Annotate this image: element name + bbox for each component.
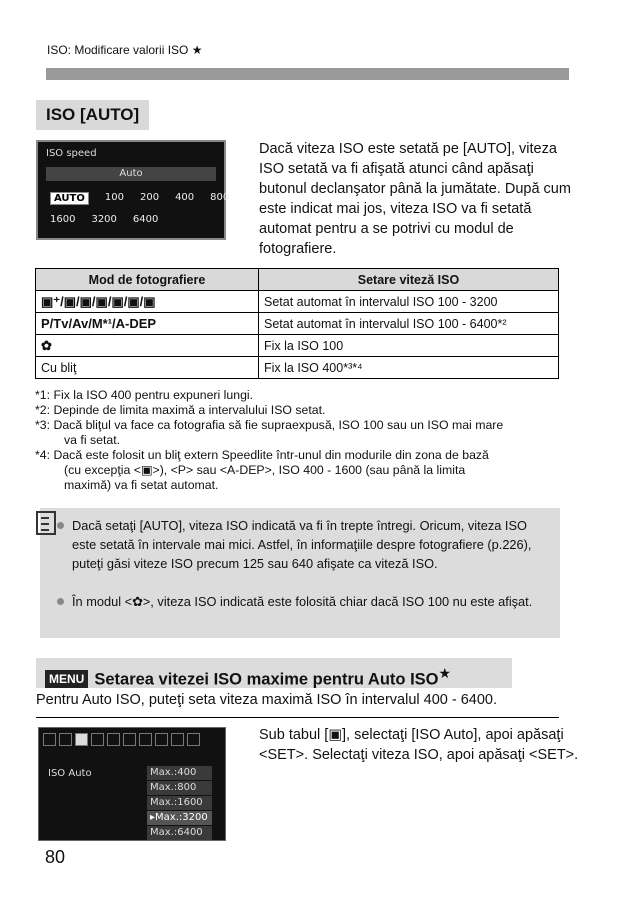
menu-tab-icon [75,733,88,746]
table-row [36,313,559,335]
lcd-iso-speed-screen [36,140,230,240]
mode-cell: ▣⁺/▣/▣/▣/▣/▣/▣ [36,291,259,313]
page-header-title: ISO: Modificare valorii ISO ★ [47,43,203,57]
table-header: Mod de fotografiere [36,269,259,291]
range-paragraph: Pentru Auto ISO, puteţi seta viteza maximă ISO în intervalul 400 - 6400. [36,692,498,708]
menu-tab-icon [155,733,168,746]
footnote-continuation: maximă) va fi setat automat. [64,478,219,492]
lcd-iso-option: 3200 [91,214,117,225]
mode-cell: P/Tv/Av/M*¹/A-DEP [36,313,259,335]
lcd-iso-option: AUTO [50,192,89,205]
menu-tab-icon [43,733,56,746]
menu-tab-icon [123,733,136,746]
lcd-caption: ISO speed [46,148,97,159]
menu-tab-icon [59,733,72,746]
lcd-max-option: Max.:6400 [147,826,212,840]
lcd-iso-option: 6400 [132,214,159,225]
lcd-iso-option: 800 [210,192,230,203]
menu-tab-icon [187,733,200,746]
footnotes [35,388,595,493]
section-heading-max-iso [36,658,512,688]
note-text: În modul <✿>, viteza ISO indicată este folosită chiar dacă ISO 100 nu este afişat. [72,594,533,609]
lcd-menu-label: ISO Auto [48,768,92,779]
lcd-iso-option: 1600 [50,214,76,225]
lcd-max-option: Max.:800 [147,781,212,795]
bullet-icon [57,598,64,605]
step-instructions: Sub tabul [▣], selectaţi [ISO Auto], apoi apăsaţi <SET>. Selectaţi viteza ISO, apoi apăsaţi <SET>. [259,727,579,763]
menu-tab-icon [139,733,152,746]
divider [36,717,559,718]
setting-cell: Fix la ISO 100 [259,335,559,357]
setting-cell: Setat automat în intervalul ISO 100 - 3200 [259,291,559,313]
menu-icon: MENU [45,670,88,688]
footnote: *4: Dacă este folosit un bliţ extern Speedlite într-unul din modurile din zona de bază [35,448,489,462]
section-heading-text: Setarea vitezei ISO maxime pentru Auto ISO [94,670,439,689]
note-item [72,592,552,611]
lcd-max-option: Max.:1600 [147,796,212,810]
bullet-icon [57,522,64,529]
lcd-iso-row-2 [50,214,158,225]
intro-paragraph: Dacă viteza ISO este setată pe [AUTO], viteza ISO setată va fi afişată atunci când apăsaţi butonul declanşator până la jumătate. După cum este indicat mai jos, viteza ISO va fi setată automat pentru a se potrivi cu modul de fotografiere. [259,141,571,257]
lcd-iso-auto-menu [38,727,226,841]
lcd-iso-option: 200 [139,192,160,203]
lcd-max-option-selected: ▸Max.:3200 [147,811,212,825]
header-rule [46,68,569,80]
lcd-iso-option: 400 [175,192,195,203]
note-item [72,516,552,573]
lcd-iso-option: 100 [104,192,124,203]
menu-tabs [43,733,200,746]
table-row [36,291,559,313]
lcd-highlight-label: Auto [119,168,143,179]
footnote: *2: Depinde de limita maximă a intervalului ISO setat. [35,403,326,417]
mode-cell: Cu bliţ [36,357,259,379]
menu-tab-icon [171,733,184,746]
lcd-max-option: Max.:400 [147,766,212,780]
table-row [36,335,559,357]
setting-cell: Setat automat în intervalul ISO 100 - 6400*² [259,313,559,335]
menu-tab-icon [107,733,120,746]
iso-mode-table [35,268,559,379]
footnote: *3: Dacă bliţul va face ca fotografia să fie supraexpusă, ISO 100 sau un ISO mai mare [35,418,504,432]
mode-cell: ✿ [36,335,259,357]
note-icon [36,511,56,535]
footnote: *1: Fix la ISO 400 pentru expuneri lungi. [35,388,254,402]
lcd-iso-row-1 [50,192,229,205]
table-row [36,357,559,379]
lcd-highlight-bar [46,167,216,181]
table-header-row [36,269,559,291]
menu-tab-icon [91,733,104,746]
section-heading-iso-auto: ISO [AUTO] [36,100,149,130]
note-text: Dacă setaţi [AUTO], viteza ISO indicată va fi în trepte întregi. Oricum, viteza ISO este setată în intervale mai mici. Astfel, în informaţiile despre fotografiere (p.226), puteţi găsi viteze ISO precum 125 sau 640 afişate ca viteză ISO. [72,518,532,571]
star-icon: ★ [438,665,452,681]
setting-cell: Fix la ISO 400*³*⁴ [259,357,559,379]
footnote-continuation: (cu excepţia <▣>), <P> sau <A-DEP>, ISO 400 - 1600 (sau până la limita [64,463,466,477]
footnote-continuation: va fi setat. [64,433,121,447]
table-header: Setare viteză ISO [259,269,559,291]
page-number: 80 [45,847,66,867]
